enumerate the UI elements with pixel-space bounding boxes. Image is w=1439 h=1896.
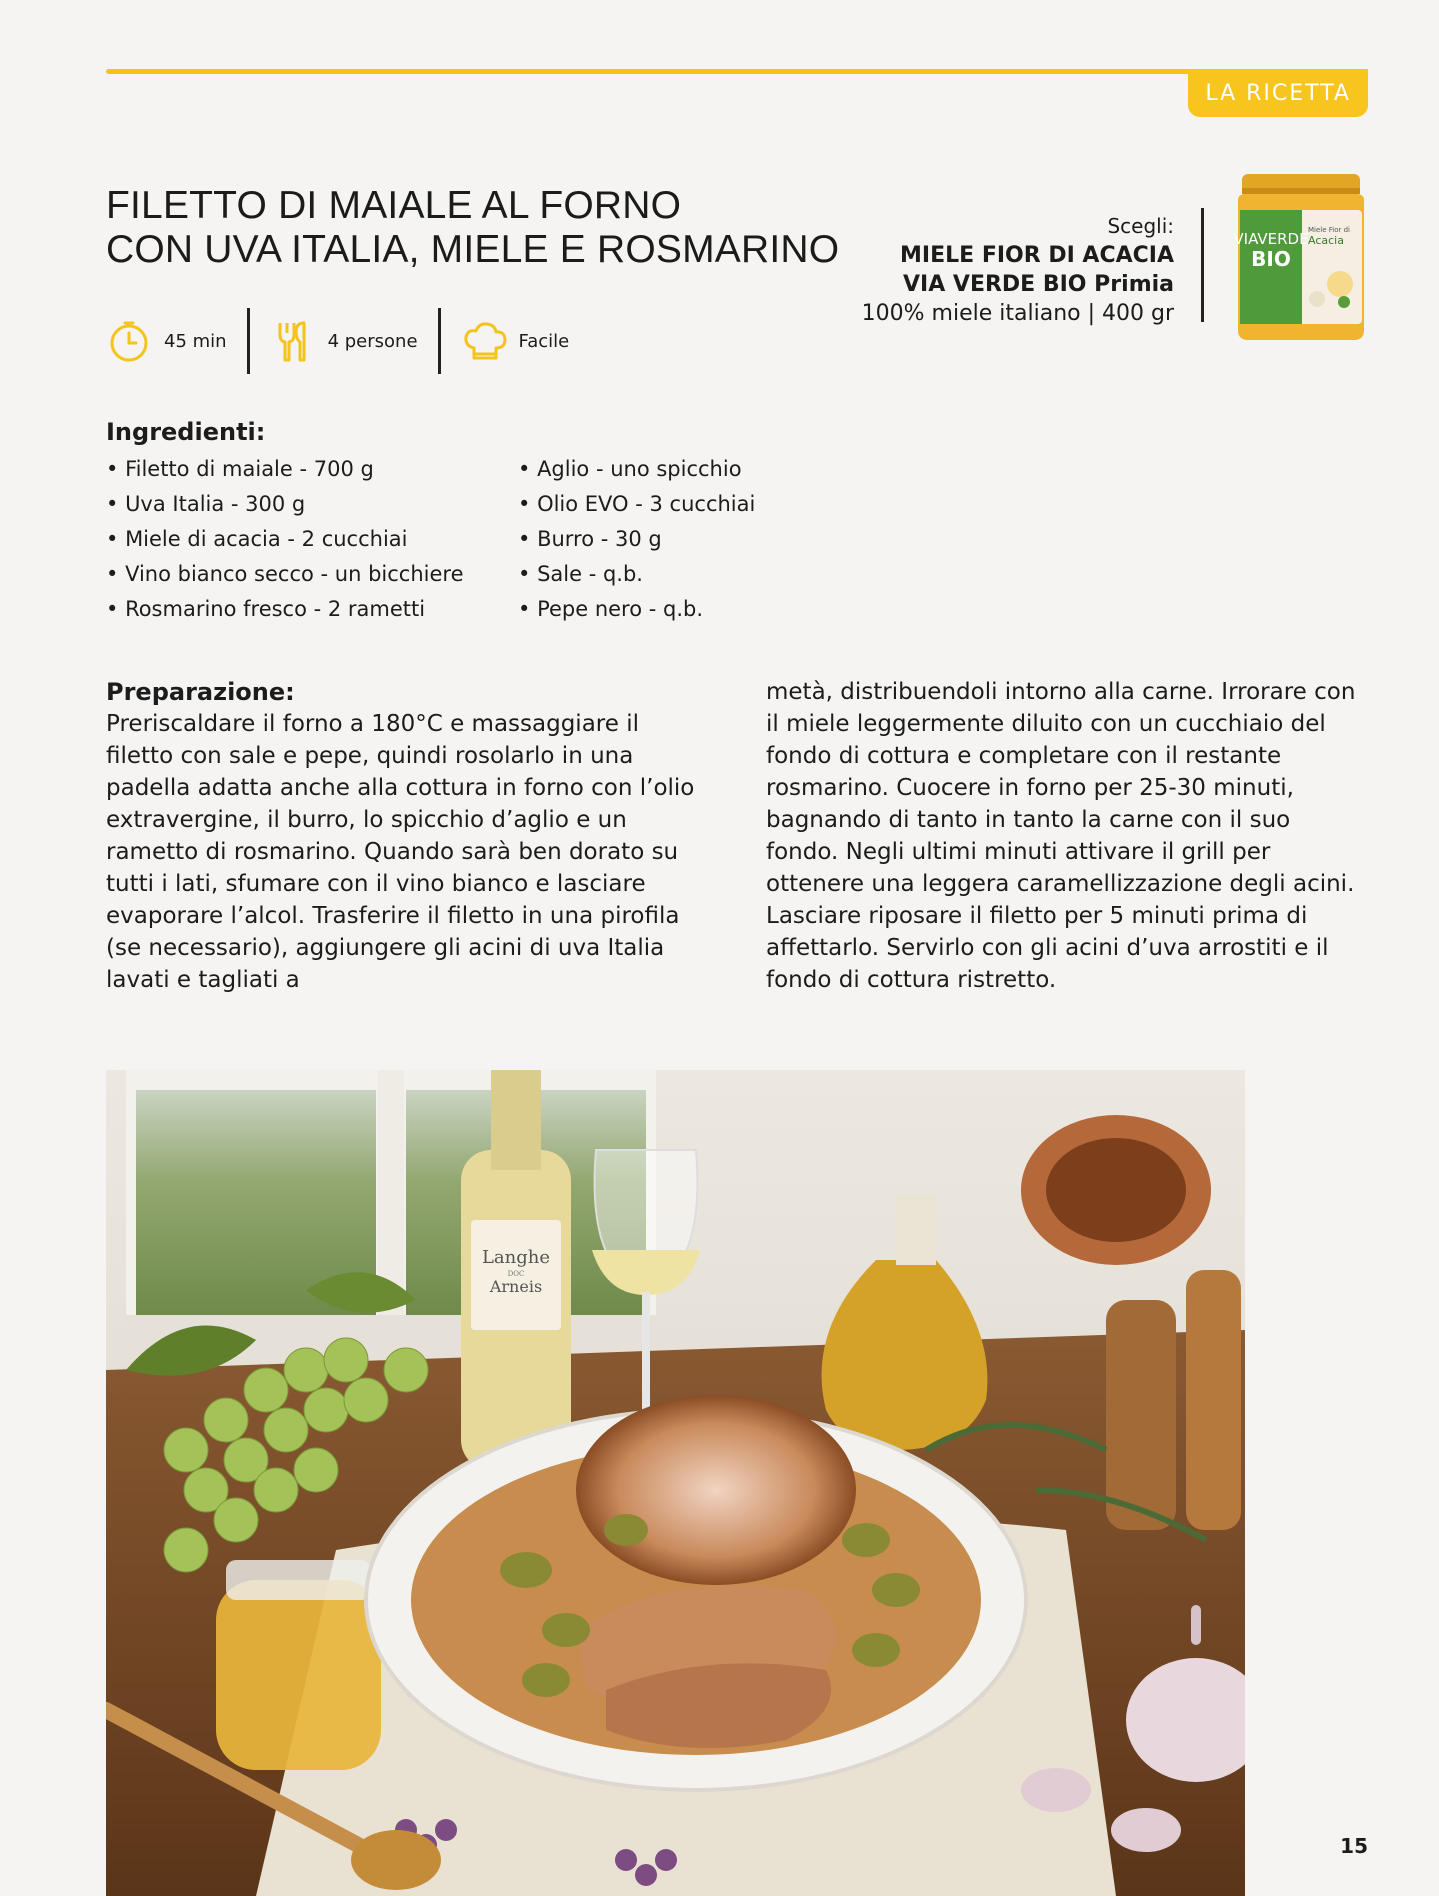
product-brand-suffix: Primia bbox=[1086, 272, 1174, 297]
difficulty-label: Facile bbox=[518, 330, 570, 352]
section-tag: LA RICETTA bbox=[1188, 69, 1368, 117]
jar-label-line1: Miele Fior di bbox=[1308, 226, 1351, 234]
servings-info bbox=[270, 308, 418, 374]
page-number: 15 bbox=[1340, 1834, 1368, 1858]
recipe-title-line1: FILETTO DI MAIALE AL FORNO bbox=[106, 184, 682, 227]
clock-icon bbox=[106, 318, 152, 364]
list-item: • Filetto di maiale - 700 g bbox=[106, 452, 518, 487]
preparation-text-1: Preriscaldare il forno a 180°C e massaggiare il filetto con sale e pepe, quindi rosolarlo in una padella adatta anche alla cottura in forno con l’olio extravergine, il burro, lo spicchio d’aglio e un rametto di rosmarino. Quando sarà ben dorato su tutti i lati, sfumare con il vino bianco e lasciare evaporare l’alcol. Trasferire il filetto in una pirofila (se necessario), aggiungere gli acini di uva Italia lavati e tagliati a bbox=[106, 711, 695, 993]
list-item: • Pepe nero - q.b. bbox=[518, 592, 755, 627]
top-rule bbox=[106, 69, 1368, 74]
list-item: • Rosmarino fresco - 2 rametti bbox=[106, 592, 518, 627]
jar-brand-line2: BIO bbox=[1251, 247, 1291, 271]
honey-jar-image bbox=[1232, 174, 1370, 342]
product-suggestion bbox=[862, 212, 1174, 328]
product-name-line1: MIELE FIOR DI ACACIA bbox=[900, 243, 1174, 268]
product-details: 100% miele italiano | 400 gr bbox=[861, 301, 1174, 326]
ingredients-list-left bbox=[106, 452, 518, 627]
dish-illustration bbox=[106, 1070, 1245, 1896]
preparation-section bbox=[106, 676, 1368, 996]
preparation-text-2: metà, distribuendoli intorno alla carne. Irrorare con il miele leggermente diluito con un cucchiaio del fondo di cottura e completare con il restante rosmarino. Cuocere in forno per 25-30 minuti, bagnando di tanto in tanto la carne con il suo fondo. Negli ultimi minuti attivare il grill per ottenere una leggera caramellizzazione degli acini. Lasciare riposare il filetto per 5 minuti prima di affettarlo. Servirlo con gli acini d’uva arrostiti e il fondo di cottura ristretto. bbox=[766, 679, 1356, 993]
list-item: • Aglio - uno spicchio bbox=[518, 452, 755, 487]
list-item: • Uva Italia - 300 g bbox=[106, 487, 518, 522]
choose-label: Scegli: bbox=[1107, 214, 1174, 238]
list-item: • Sale - q.b. bbox=[518, 557, 755, 592]
recipe-title-line2: CON UVA ITALIA, MIELE E ROSMARINO bbox=[106, 228, 840, 271]
product-brand: VIA VERDE BIO bbox=[903, 272, 1087, 297]
recipe-meta bbox=[106, 308, 569, 374]
wine-label-line2: DOC bbox=[507, 1270, 525, 1278]
difficulty-info bbox=[461, 308, 570, 374]
chef-hat-icon bbox=[461, 318, 507, 364]
jar-brand-line1: VIAVERDE bbox=[1233, 230, 1309, 248]
list-item: • Vino bianco secco - un bicchiere bbox=[106, 557, 518, 592]
preparation-column-1 bbox=[106, 676, 708, 996]
time-info bbox=[106, 308, 227, 374]
meta-divider bbox=[247, 308, 250, 374]
ingredients-section bbox=[106, 418, 866, 627]
jar-label-line2: Acacia bbox=[1308, 234, 1344, 247]
preparation-heading: Preparazione: bbox=[106, 678, 295, 706]
wine-label-line1: Langhe bbox=[481, 1247, 551, 1268]
dish-photo bbox=[106, 1070, 1245, 1896]
list-item: • Miele di acacia - 2 cucchiai bbox=[106, 522, 518, 557]
preparation-column-2 bbox=[766, 676, 1368, 996]
fork-knife-icon bbox=[270, 318, 316, 364]
ingredients-list-right bbox=[518, 452, 755, 627]
recipe-title bbox=[106, 184, 839, 272]
product-name-line2 bbox=[862, 270, 1174, 299]
product-divider bbox=[1201, 208, 1204, 322]
list-item: • Burro - 30 g bbox=[518, 522, 755, 557]
ingredients-heading: Ingredienti: bbox=[106, 418, 266, 446]
servings-label: 4 persone bbox=[327, 330, 418, 352]
meta-divider bbox=[438, 308, 441, 374]
list-item: • Olio EVO - 3 cucchiai bbox=[518, 487, 755, 522]
wine-label-line3: Arneis bbox=[489, 1277, 543, 1296]
time-label: 45 min bbox=[164, 330, 227, 352]
